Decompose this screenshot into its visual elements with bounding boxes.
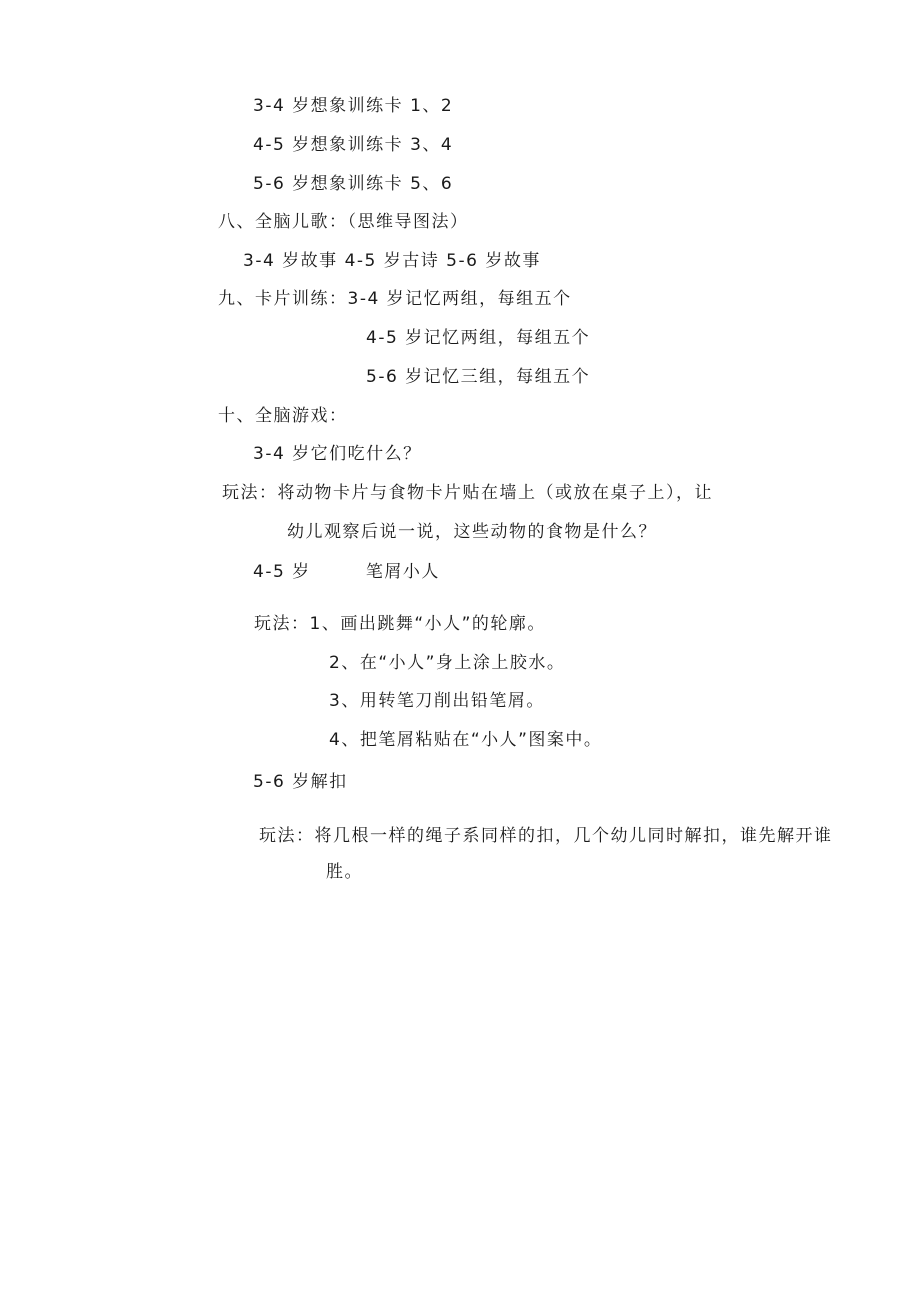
section-8-heading: 八、全脑儿歌：（思维导图法） — [218, 212, 469, 232]
imagination-card-line-2: 4-5 岁想象训练卡 3、4 — [253, 135, 454, 155]
game-2-step-3: 3、用转笔刀削出铅笔屑。 — [329, 691, 545, 711]
section-9-line-3: 5-6 岁记忆三组，每组五个 — [366, 367, 591, 387]
game-1-play-line-1: 玩法：将动物卡片与食物卡片贴在墙上（或放在桌子上），让 — [222, 483, 713, 503]
game-1-play-line-2: 幼儿观察后说一说，这些动物的食物是什么？ — [287, 522, 657, 542]
game-3-title: 5-6 岁解扣 — [253, 772, 348, 792]
imagination-card-line-1: 3-4 岁想象训练卡 1、2 — [253, 96, 454, 116]
game-2-title: 4-5 岁 笔屑小人 — [253, 562, 440, 582]
section-8-content: 3-4 岁故事 4-5 岁古诗 5-6 岁故事 — [243, 251, 541, 271]
game-2-step-2: 2、在“小人”身上涂上胶水。 — [329, 653, 566, 673]
game-1-title: 3-4 岁它们吃什么？ — [253, 444, 422, 464]
section-9-heading: 九、卡片训练：3-4 岁记忆两组，每组五个 — [218, 289, 572, 309]
section-9-line-2: 4-5 岁记忆两组，每组五个 — [366, 328, 591, 348]
imagination-card-line-3: 5-6 岁想象训练卡 5、6 — [253, 174, 454, 194]
game-3-play-line-1: 玩法：将几根一样的绳子系同样的扣，几个幼儿同时解扣，谁先解开谁 — [259, 826, 833, 846]
game-2-step-1: 玩法：1、画出跳舞“小人”的轮廓。 — [254, 614, 546, 634]
section-10-heading: 十、全脑游戏： — [218, 406, 348, 426]
game-2-step-4: 4、把笔屑粘贴在“小人”图案中。 — [329, 730, 603, 750]
game-3-play-line-2: 胜。 — [326, 862, 363, 882]
